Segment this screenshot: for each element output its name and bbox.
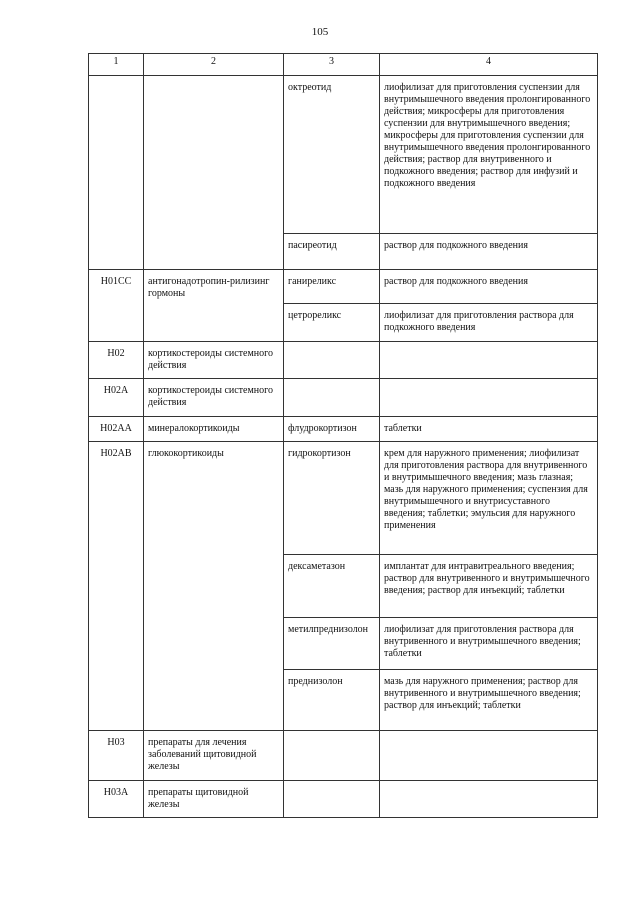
table-row	[89, 76, 598, 234]
drug-name-cell: октреотид	[284, 76, 380, 234]
drug-name-cell: преднизолон	[284, 670, 380, 731]
drug-name-cell: ганиреликс	[284, 270, 380, 304]
group-cell: кортикостероиды системного действия	[144, 342, 284, 379]
dosage-form-cell: мазь для наружного применения; раствор для внутривенного и внутримышечного введения; раствор для инъекций; таблетки	[380, 670, 598, 731]
group-cell: минералокортикоиды	[144, 417, 284, 442]
table-row	[89, 379, 598, 417]
drug-name-cell	[284, 379, 380, 417]
atc-code-cell: H02	[89, 342, 144, 379]
table-row	[89, 731, 598, 781]
dosage-form-cell	[380, 379, 598, 417]
drug-name-cell: гидрокортизон	[284, 442, 380, 555]
dosage-form-cell: лиофилизат для приготовления суспензии для внутримышечного введения пролонгированного действия; микросферы для приготовления суспензии для внутримышечного введения; микросферы для приготовления суспензии для внутримышечного введения пролонгированного действия; раствор для внутривенного и подкожного введения; раствор для инфузий и подкожного введения	[380, 76, 598, 234]
page-number: 105	[311, 26, 329, 38]
group-cell: кортикостероиды системного действия	[144, 379, 284, 417]
atc-code-cell: H02A	[89, 379, 144, 417]
dosage-form-cell: крем для наружного применения; лиофилизат для приготовления раствора для внутривенного и внутримышечного введения; мазь глазная; мазь для наружного применения; суспензия для внутримышечного и внутрисуставного введения; таблетки; эмульсия для наружного применения	[380, 442, 598, 555]
drug-name-cell	[284, 731, 380, 781]
dosage-form-cell	[380, 731, 598, 781]
drug-name-cell: цетрореликс	[284, 304, 380, 342]
drug-name-cell	[284, 781, 380, 818]
table-row	[89, 442, 598, 555]
dosage-form-cell: лиофилизат для приготовления раствора для подкожного введения	[380, 304, 598, 342]
group-cell: глюкокортикоиды	[144, 442, 284, 731]
drug-name-cell: флудрокортизон	[284, 417, 380, 442]
drug-name-cell: метилпреднизолон	[284, 618, 380, 670]
drug-name-cell: пасиреотид	[284, 234, 380, 270]
dosage-form-cell: лиофилизат для приготовления раствора для внутривенного и внутримышечного введения; таблетки	[380, 618, 598, 670]
table-row	[89, 342, 598, 379]
drug-table	[88, 53, 598, 818]
table-row	[89, 781, 598, 818]
dosage-form-cell: таблетки	[380, 417, 598, 442]
atc-code-cell: H02AB	[89, 442, 144, 731]
column-header-drug: 3	[284, 54, 380, 76]
group-cell: антигонадотропин-рилизинг гормоны	[144, 270, 284, 342]
atc-code-cell	[89, 76, 144, 270]
group-cell	[144, 76, 284, 270]
dosage-form-cell: имплантат для интравитреального введения; раствор для внутривенного и внутримышечного введения; раствор для инъекций; таблетки	[380, 555, 598, 618]
group-cell: препараты щитовидной железы	[144, 781, 284, 818]
atc-code-cell: H01CC	[89, 270, 144, 342]
atc-code-cell: H03A	[89, 781, 144, 818]
dosage-form-cell	[380, 781, 598, 818]
column-header-form: 4	[380, 54, 598, 76]
dosage-form-cell: раствор для подкожного введения	[380, 270, 598, 304]
table-row	[89, 417, 598, 442]
atc-code-cell: H03	[89, 731, 144, 781]
drug-name-cell: дексаметазон	[284, 555, 380, 618]
table-row	[89, 270, 598, 304]
dosage-form-cell	[380, 342, 598, 379]
atc-code-cell: H02AA	[89, 417, 144, 442]
column-header-group: 2	[144, 54, 284, 76]
column-header-code: 1	[89, 54, 144, 76]
group-cell: препараты для лечения заболеваний щитовидной железы	[144, 731, 284, 781]
header-row	[89, 54, 598, 76]
drug-name-cell	[284, 342, 380, 379]
dosage-form-cell: раствор для подкожного введения	[380, 234, 598, 270]
